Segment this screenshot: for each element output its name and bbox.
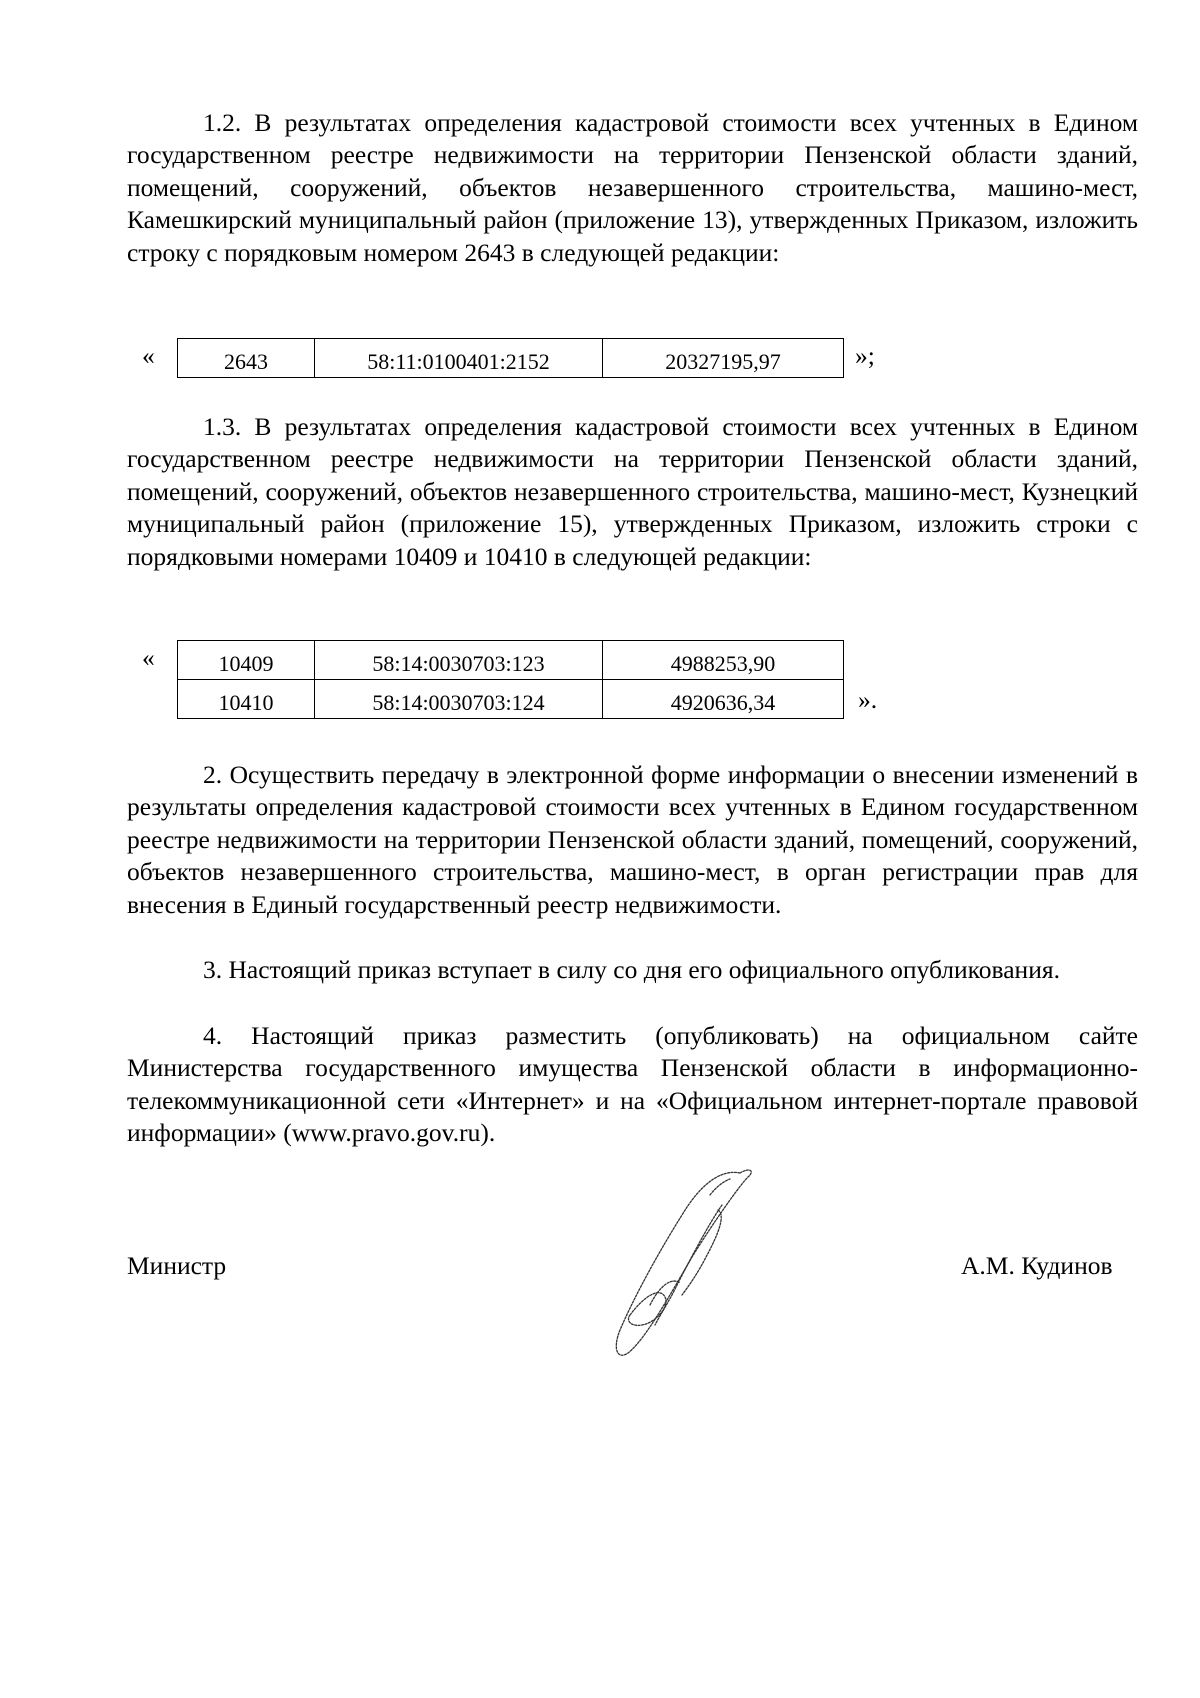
close-quote: »; bbox=[855, 341, 875, 370]
cadastral-number-cell: 58:14:0030703:124 bbox=[315, 680, 603, 719]
close-quote: ». bbox=[858, 685, 878, 714]
amendment-table-2 bbox=[177, 640, 844, 719]
signatory-position: Министр bbox=[127, 1251, 227, 1280]
paragraph-2: 2. Осуществить передачу в электронной форме информации о внесении изменений в результаты определения кадастровой стоимости всех учтенных в Едином государственном реестре недвижимости на территории Пензенской области зданий, помещений, сооружений, объектов незавершенного строительства, машино-мест, в орган регистрации прав для внесения в Единый государственный реестр недвижимости. bbox=[127, 760, 1138, 919]
table-row bbox=[178, 641, 844, 680]
open-quote: « bbox=[142, 341, 155, 370]
row-number-cell: 2643 bbox=[178, 339, 315, 378]
cadastral-value-cell: 20327195,97 bbox=[603, 339, 844, 378]
cadastral-number-cell: 58:14:0030703:123 bbox=[315, 641, 603, 680]
handwritten-signature-icon bbox=[600, 1165, 770, 1365]
paragraph-1-3: 1.3. В результатах определения кадастровой стоимости всех учтенных в Едином государственном реестре недвижимости на территории Пензенской области зданий, помещений, сооружений, объектов незавершенного строительства, машино-мест, Кузнецкий муниципальный район (приложение 15), утвержденных Приказом, изложить строки с порядковыми номерами 10409 и 10410 в следующей редакции: bbox=[127, 412, 1138, 571]
paragraph-1-2: 1.2. В результатах определения кадастровой стоимости всех учтенных в Едином государственном реестре недвижимости на территории Пензенской области зданий, помещений, сооружений, объектов незавершенного строительства, машино-мест, Камешкирский муниципальный район (приложение 13), утвержденных Приказом, изложить строку с порядковым номером 2643 в следующей редакции: bbox=[127, 108, 1138, 267]
signatory-name: А.М. Кудинов bbox=[961, 1251, 1113, 1280]
paragraph-4: 4. Настоящий приказ разместить (опубликовать) на официальном сайте Министерства государственного имущества Пензенской области в информационно-телекоммуникационной сети «Интернет» и на «Официальном интернет-портале правовой информации» (www.pravo.gov.ru). bbox=[127, 1021, 1138, 1148]
paragraph-3: 3. Настоящий приказ вступает в силу со дня его официального опубликования. bbox=[203, 955, 1060, 984]
amendment-table-1 bbox=[177, 338, 844, 378]
row-number-cell: 10409 bbox=[178, 641, 315, 680]
open-quote: « bbox=[142, 643, 155, 672]
cadastral-number-cell: 58:11:0100401:2152 bbox=[315, 339, 603, 378]
cadastral-value-cell: 4920636,34 bbox=[603, 680, 844, 719]
table-row bbox=[178, 339, 844, 378]
cadastral-value-cell: 4988253,90 bbox=[603, 641, 844, 680]
row-number-cell: 10410 bbox=[178, 680, 315, 719]
table-row bbox=[178, 680, 844, 719]
